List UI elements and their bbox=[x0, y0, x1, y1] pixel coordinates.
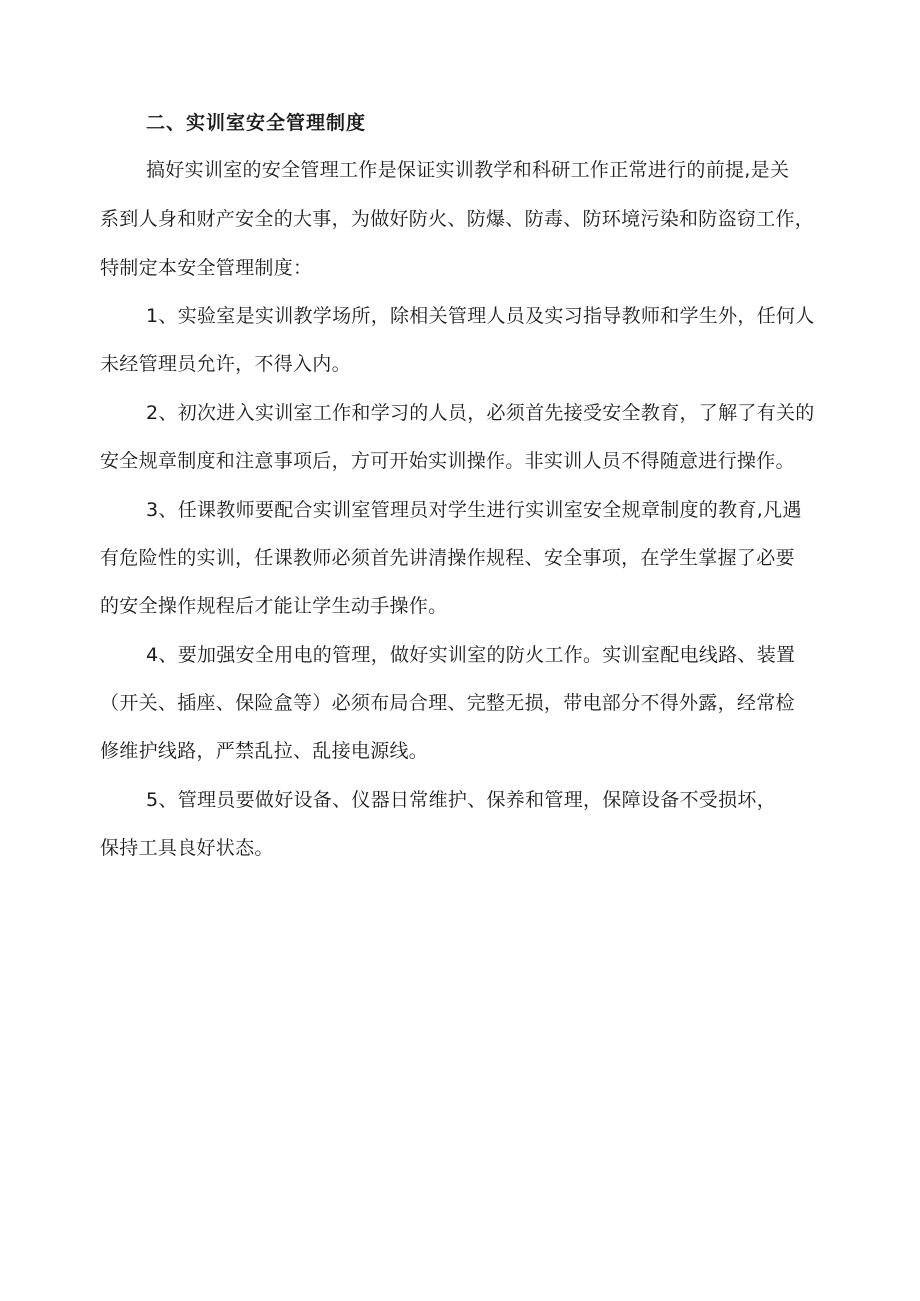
rule-2-line-2: 安全规章制度和注意事项后，方可开始实训操作。非实训人员不得随意进行操作。 bbox=[100, 450, 795, 472]
rule-4-line-1: 4、要加强安全用电的管理，做好实训室的防火工作。实训室配电线路、装置 bbox=[146, 644, 796, 666]
rule-5-line-1: 5、管理员要做好设备、仪器日常维护、保养和管理，保障设备不受损坏， bbox=[146, 789, 776, 811]
intro-line-2: 系到人身和财产安全的大事，为做好防火、防爆、防毒、防环境污染和防盗窃工作， bbox=[100, 208, 815, 230]
intro-line-1: 搞好实训室的安全管理工作是保证实训教学和科研工作正常进行的前提,是关 bbox=[146, 159, 790, 181]
rule-3-line-1: 3、任课教师要配合实训室管理员对学生进行实训室安全规章制度的教育,凡遇 bbox=[146, 499, 802, 521]
rule-4-line-3: 修维护线路，严禁乱拉、乱接电源线。 bbox=[100, 740, 429, 762]
rule-1-line-1: 1、实验室是实训教学场所，除相关管理人员及实习指导教师和学生外，任何人 bbox=[146, 305, 815, 327]
rule-1-line-2: 未经管理员允许，不得入内。 bbox=[100, 353, 351, 375]
rule-5-line-2: 保持工具良好状态。 bbox=[100, 837, 274, 859]
intro-line-3: 特制定本安全管理制度： bbox=[100, 257, 313, 279]
rule-3-line-2: 有危险性的实训，任课教师必须首先讲清操作规程、安全事项，在学生掌握了必要 bbox=[100, 547, 795, 569]
rule-3-line-3: 的安全操作规程后才能让学生动手操作。 bbox=[100, 595, 448, 617]
rule-2-line-1: 2、初次进入实训室工作和学习的人员，必须首先接受安全教育，了解了有关的 bbox=[146, 402, 815, 424]
section-heading: 二、实训室安全管理制度 bbox=[146, 112, 367, 134]
rule-4-line-2: （开关、插座、保险盒等）必须布局合理、完整无损，带电部分不得外露，经常检 bbox=[100, 692, 795, 714]
